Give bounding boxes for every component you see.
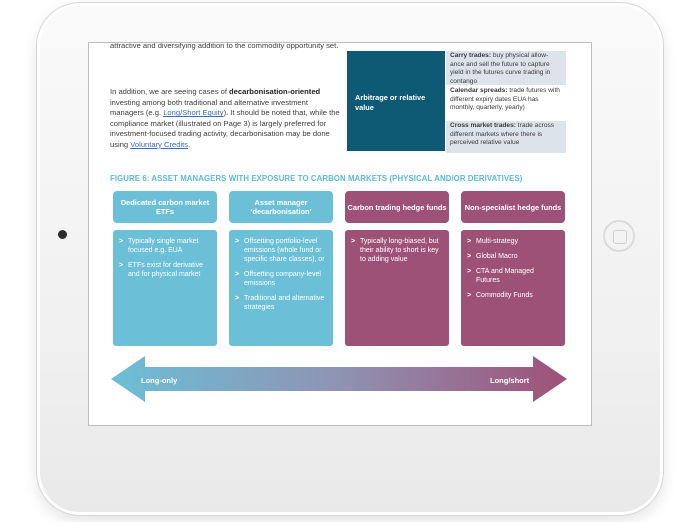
arrow-label-long-short: Long/short bbox=[490, 376, 530, 385]
paragraph-intro: attractive and diversifying addition to the commodity opportunity set. bbox=[110, 42, 339, 50]
chevron-right-icon: > bbox=[119, 262, 124, 269]
chevron-right-icon: > bbox=[235, 295, 240, 302]
bullet-text: CTA and Managed Futures bbox=[476, 268, 534, 284]
document-page bbox=[88, 42, 592, 426]
bullet-text: ETFs exist for derivative and for physical market bbox=[128, 262, 204, 278]
arbitrage-label: Arbitrage or relative value bbox=[355, 93, 426, 112]
row-text: trade futures with different expiry dates EUA has monthly, quarterly, yearly) bbox=[450, 87, 560, 112]
chevron-right-icon: > bbox=[119, 238, 124, 245]
home-button[interactable] bbox=[603, 220, 635, 252]
chevron-right-icon: > bbox=[467, 268, 472, 275]
bullet-item bbox=[467, 291, 559, 300]
camera-icon bbox=[58, 230, 67, 239]
arbitrage-label-cell bbox=[347, 51, 445, 151]
paragraph-decarbonisation bbox=[110, 87, 342, 151]
paragraph-bold: decarbonisation-oriented bbox=[229, 87, 321, 96]
column-body-asset-manager bbox=[229, 230, 333, 346]
figure-title: FIGURE 6: ASSET MANAGERS WITH EXPOSURE TO CARBON MARKETS (PHYSICAL AND/OR DERIVATIVES) bbox=[110, 174, 523, 183]
arrow-label-long-only: Long-only bbox=[141, 376, 178, 385]
bullet-text: Offsetting company-level emissions bbox=[244, 271, 321, 287]
arbitrage-row bbox=[446, 86, 566, 120]
arbitrage-row bbox=[446, 51, 566, 85]
bullet-item bbox=[235, 237, 327, 264]
column-header-asset-manager: Asset manager ‘decarbonisation’ bbox=[229, 191, 333, 223]
bullet-item bbox=[119, 237, 211, 255]
bullet-item bbox=[235, 294, 327, 312]
chevron-right-icon: > bbox=[235, 238, 240, 245]
bullet-item bbox=[467, 267, 559, 285]
bullet-text: Commodity Funds bbox=[476, 292, 533, 299]
chevron-right-icon: > bbox=[467, 238, 472, 245]
paragraph-text: . bbox=[188, 139, 191, 149]
paragraph-text: ). It should be noted that, while the compliance market (illustrated on Page 3) is largely preferred for investment-focused trading activity, decarbonisation may be done using bbox=[110, 108, 340, 149]
row-text: buy physical allow-ance and sell the future to capture yield in the futures curve trading in contango bbox=[450, 52, 551, 85]
column-body-etfs bbox=[113, 230, 217, 346]
bullet-text: Typically long-biased, but their ability to short is key to adding value bbox=[360, 238, 439, 263]
link-voluntary-credits[interactable]: Voluntary Credits bbox=[130, 139, 189, 149]
chevron-right-icon: > bbox=[467, 253, 472, 260]
bullet-item bbox=[351, 237, 443, 264]
column-body-non-specialist bbox=[461, 230, 565, 346]
column-header-etfs: Dedicated carbon market ETFs bbox=[113, 191, 217, 223]
chevron-right-icon: > bbox=[351, 238, 356, 245]
column-header-non-specialist: Non-specialist hedge funds bbox=[461, 191, 565, 223]
column-body-carbon-hedge-funds bbox=[345, 230, 449, 346]
column-header-carbon-hedge-funds: Carbon trading hedge funds bbox=[345, 191, 449, 223]
row-title: Calendar spreads: bbox=[450, 87, 508, 94]
bullet-text: Typically single market focused e.g. EUA bbox=[128, 238, 199, 254]
arbitrage-table bbox=[446, 51, 566, 151]
bullet-item bbox=[467, 237, 559, 246]
chevron-right-icon: > bbox=[467, 292, 472, 299]
bullet-text: Multi-strategy bbox=[476, 238, 519, 245]
bullet-text: Traditional and alternative strategies bbox=[244, 295, 325, 311]
bullet-item bbox=[235, 270, 327, 288]
bullet-text: Offsetting portfolio-level emissions (whole fund or specific share classes), or bbox=[244, 238, 325, 263]
arbitrage-row bbox=[446, 121, 566, 153]
bullet-item bbox=[119, 261, 211, 279]
bullet-text: Global Macro bbox=[476, 253, 518, 260]
row-text: trade across different markets where there is perceived relative value bbox=[450, 122, 555, 147]
row-title: Cross market trades: bbox=[450, 122, 516, 129]
paragraph-text: investing among both traditional and alternative investment managers (e.g. bbox=[110, 97, 308, 118]
bullet-item bbox=[467, 252, 559, 261]
paragraph-text: In addition, we are seeing cases of bbox=[110, 87, 230, 96]
link-long-short-equity[interactable]: Long/Short Equity bbox=[163, 108, 224, 118]
row-title: Carry trades: bbox=[450, 52, 492, 59]
chevron-right-icon: > bbox=[235, 271, 240, 278]
